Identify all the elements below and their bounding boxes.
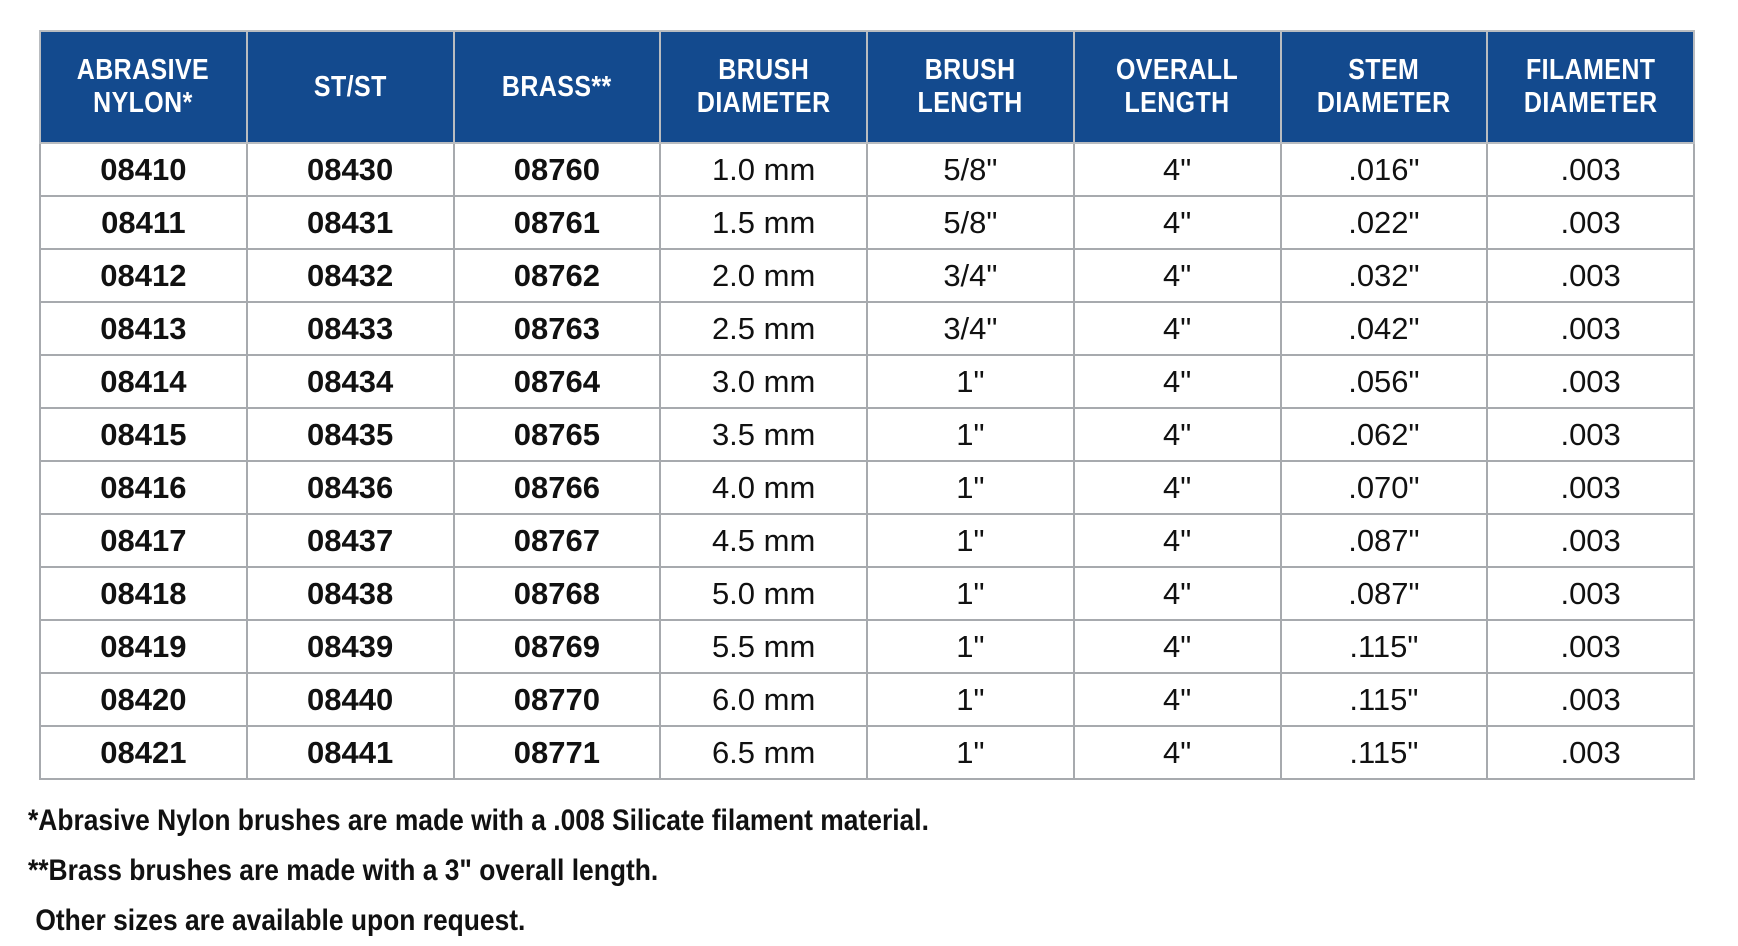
header-filament-diameter: FILAMENT DIAMETER	[1487, 31, 1694, 143]
cell-stainless-steel: 08433	[247, 302, 454, 355]
cell-stainless-steel: 08432	[247, 249, 454, 302]
cell-brass: 08765	[454, 408, 661, 461]
cell-overall-length: 4"	[1074, 355, 1281, 408]
cell-brush-diameter: 5.5 mm	[660, 620, 867, 673]
cell-filament-diameter: .003	[1487, 408, 1694, 461]
cell-filament-diameter: .003	[1487, 355, 1694, 408]
cell-filament-diameter: .003	[1487, 567, 1694, 620]
table-row	[40, 143, 1694, 196]
header-row	[40, 31, 1694, 143]
cell-brush-length: 1"	[867, 726, 1074, 779]
cell-filament-diameter: .003	[1487, 143, 1694, 196]
cell-brush-length: 1"	[867, 673, 1074, 726]
cell-overall-length: 4"	[1074, 408, 1281, 461]
header-stainless-steel: ST/ST	[247, 31, 454, 143]
header-brush-diameter: BRUSH DIAMETER	[660, 31, 867, 143]
cell-stainless-steel: 08437	[247, 514, 454, 567]
cell-stem-diameter: .115"	[1281, 620, 1488, 673]
table-row	[40, 249, 1694, 302]
cell-stainless-steel: 08431	[247, 196, 454, 249]
cell-stainless-steel: 08436	[247, 461, 454, 514]
cell-filament-diameter: .003	[1487, 249, 1694, 302]
cell-brass: 08768	[454, 567, 661, 620]
cell-brass: 08760	[454, 143, 661, 196]
cell-overall-length: 4"	[1074, 302, 1281, 355]
cell-brush-diameter: 5.0 mm	[660, 567, 867, 620]
table-row	[40, 726, 1694, 779]
header-brush-length: BRUSH LENGTH	[867, 31, 1074, 143]
cell-abrasive-nylon: 08412	[40, 249, 247, 302]
cell-brass: 08764	[454, 355, 661, 408]
cell-stem-diameter: .032"	[1281, 249, 1488, 302]
cell-stainless-steel: 08434	[247, 355, 454, 408]
cell-filament-diameter: .003	[1487, 673, 1694, 726]
cell-brass: 08766	[454, 461, 661, 514]
cell-abrasive-nylon: 08418	[40, 567, 247, 620]
cell-overall-length: 4"	[1074, 461, 1281, 514]
cell-stem-diameter: .115"	[1281, 673, 1488, 726]
cell-stem-diameter: .087"	[1281, 567, 1488, 620]
table-row	[40, 673, 1694, 726]
cell-abrasive-nylon: 08415	[40, 408, 247, 461]
cell-overall-length: 4"	[1074, 249, 1281, 302]
cell-brush-diameter: 1.0 mm	[660, 143, 867, 196]
table-body	[40, 143, 1694, 779]
footnote-abrasive-nylon: *Abrasive Nylon brushes are made with a .008 Silicate filament material.	[28, 804, 929, 837]
header-brass: BRASS**	[454, 31, 661, 143]
cell-stem-diameter: .022"	[1281, 196, 1488, 249]
footnotes	[28, 796, 1628, 946]
cell-overall-length: 4"	[1074, 726, 1281, 779]
footnote-other-sizes: Other sizes are available upon request.	[28, 904, 526, 937]
cell-filament-diameter: .003	[1487, 620, 1694, 673]
cell-abrasive-nylon: 08416	[40, 461, 247, 514]
cell-overall-length: 4"	[1074, 196, 1281, 249]
cell-brass: 08761	[454, 196, 661, 249]
cell-brush-length: 5/8"	[867, 196, 1074, 249]
table-row	[40, 514, 1694, 567]
table-row	[40, 302, 1694, 355]
cell-brush-length: 1"	[867, 408, 1074, 461]
table-row	[40, 620, 1694, 673]
header-abrasive-nylon: ABRASIVE NYLON*	[40, 31, 247, 143]
cell-brush-length: 1"	[867, 620, 1074, 673]
cell-brass: 08762	[454, 249, 661, 302]
table-row	[40, 355, 1694, 408]
cell-brush-diameter: 2.0 mm	[660, 249, 867, 302]
cell-brush-length: 1"	[867, 567, 1074, 620]
cell-brush-length: 3/4"	[867, 302, 1074, 355]
cell-stem-diameter: .115"	[1281, 726, 1488, 779]
cell-brush-length: 1"	[867, 355, 1074, 408]
cell-brass: 08763	[454, 302, 661, 355]
cell-brass: 08767	[454, 514, 661, 567]
cell-filament-diameter: .003	[1487, 196, 1694, 249]
table-row	[40, 408, 1694, 461]
cell-overall-length: 4"	[1074, 143, 1281, 196]
table-row	[40, 567, 1694, 620]
cell-stainless-steel: 08441	[247, 726, 454, 779]
cell-stem-diameter: .087"	[1281, 514, 1488, 567]
cell-brass: 08770	[454, 673, 661, 726]
cell-abrasive-nylon: 08411	[40, 196, 247, 249]
cell-stem-diameter: .070"	[1281, 461, 1488, 514]
header-overall-length: OVERALL LENGTH	[1074, 31, 1281, 143]
table-row	[40, 196, 1694, 249]
cell-overall-length: 4"	[1074, 567, 1281, 620]
cell-brush-diameter: 1.5 mm	[660, 196, 867, 249]
cell-abrasive-nylon: 08421	[40, 726, 247, 779]
cell-filament-diameter: .003	[1487, 726, 1694, 779]
cell-brush-diameter: 6.0 mm	[660, 673, 867, 726]
brush-spec-table	[39, 30, 1695, 780]
cell-abrasive-nylon: 08420	[40, 673, 247, 726]
cell-stem-diameter: .062"	[1281, 408, 1488, 461]
cell-abrasive-nylon: 08419	[40, 620, 247, 673]
cell-brush-diameter: 4.0 mm	[660, 461, 867, 514]
cell-filament-diameter: .003	[1487, 302, 1694, 355]
cell-abrasive-nylon: 08414	[40, 355, 247, 408]
header-stem-diameter: STEM DIAMETER	[1281, 31, 1488, 143]
cell-stainless-steel: 08435	[247, 408, 454, 461]
cell-filament-diameter: .003	[1487, 514, 1694, 567]
cell-stainless-steel: 08439	[247, 620, 454, 673]
cell-stainless-steel: 08440	[247, 673, 454, 726]
cell-overall-length: 4"	[1074, 514, 1281, 567]
cell-brush-diameter: 2.5 mm	[660, 302, 867, 355]
cell-abrasive-nylon: 08410	[40, 143, 247, 196]
cell-brush-length: 3/4"	[867, 249, 1074, 302]
cell-stainless-steel: 08438	[247, 567, 454, 620]
footnote-brass: **Brass brushes are made with a 3" overall length.	[28, 854, 659, 887]
cell-brush-diameter: 6.5 mm	[660, 726, 867, 779]
cell-brush-diameter: 3.0 mm	[660, 355, 867, 408]
table-header	[40, 31, 1694, 143]
cell-brass: 08769	[454, 620, 661, 673]
table-row	[40, 461, 1694, 514]
cell-overall-length: 4"	[1074, 673, 1281, 726]
cell-stainless-steel: 08430	[247, 143, 454, 196]
cell-abrasive-nylon: 08413	[40, 302, 247, 355]
cell-stem-diameter: .042"	[1281, 302, 1488, 355]
cell-brush-diameter: 3.5 mm	[660, 408, 867, 461]
cell-brush-length: 1"	[867, 514, 1074, 567]
cell-brush-length: 5/8"	[867, 143, 1074, 196]
cell-abrasive-nylon: 08417	[40, 514, 247, 567]
cell-filament-diameter: .003	[1487, 461, 1694, 514]
cell-brush-diameter: 4.5 mm	[660, 514, 867, 567]
cell-stem-diameter: .056"	[1281, 355, 1488, 408]
cell-brass: 08771	[454, 726, 661, 779]
cell-overall-length: 4"	[1074, 620, 1281, 673]
cell-stem-diameter: .016"	[1281, 143, 1488, 196]
cell-brush-length: 1"	[867, 461, 1074, 514]
